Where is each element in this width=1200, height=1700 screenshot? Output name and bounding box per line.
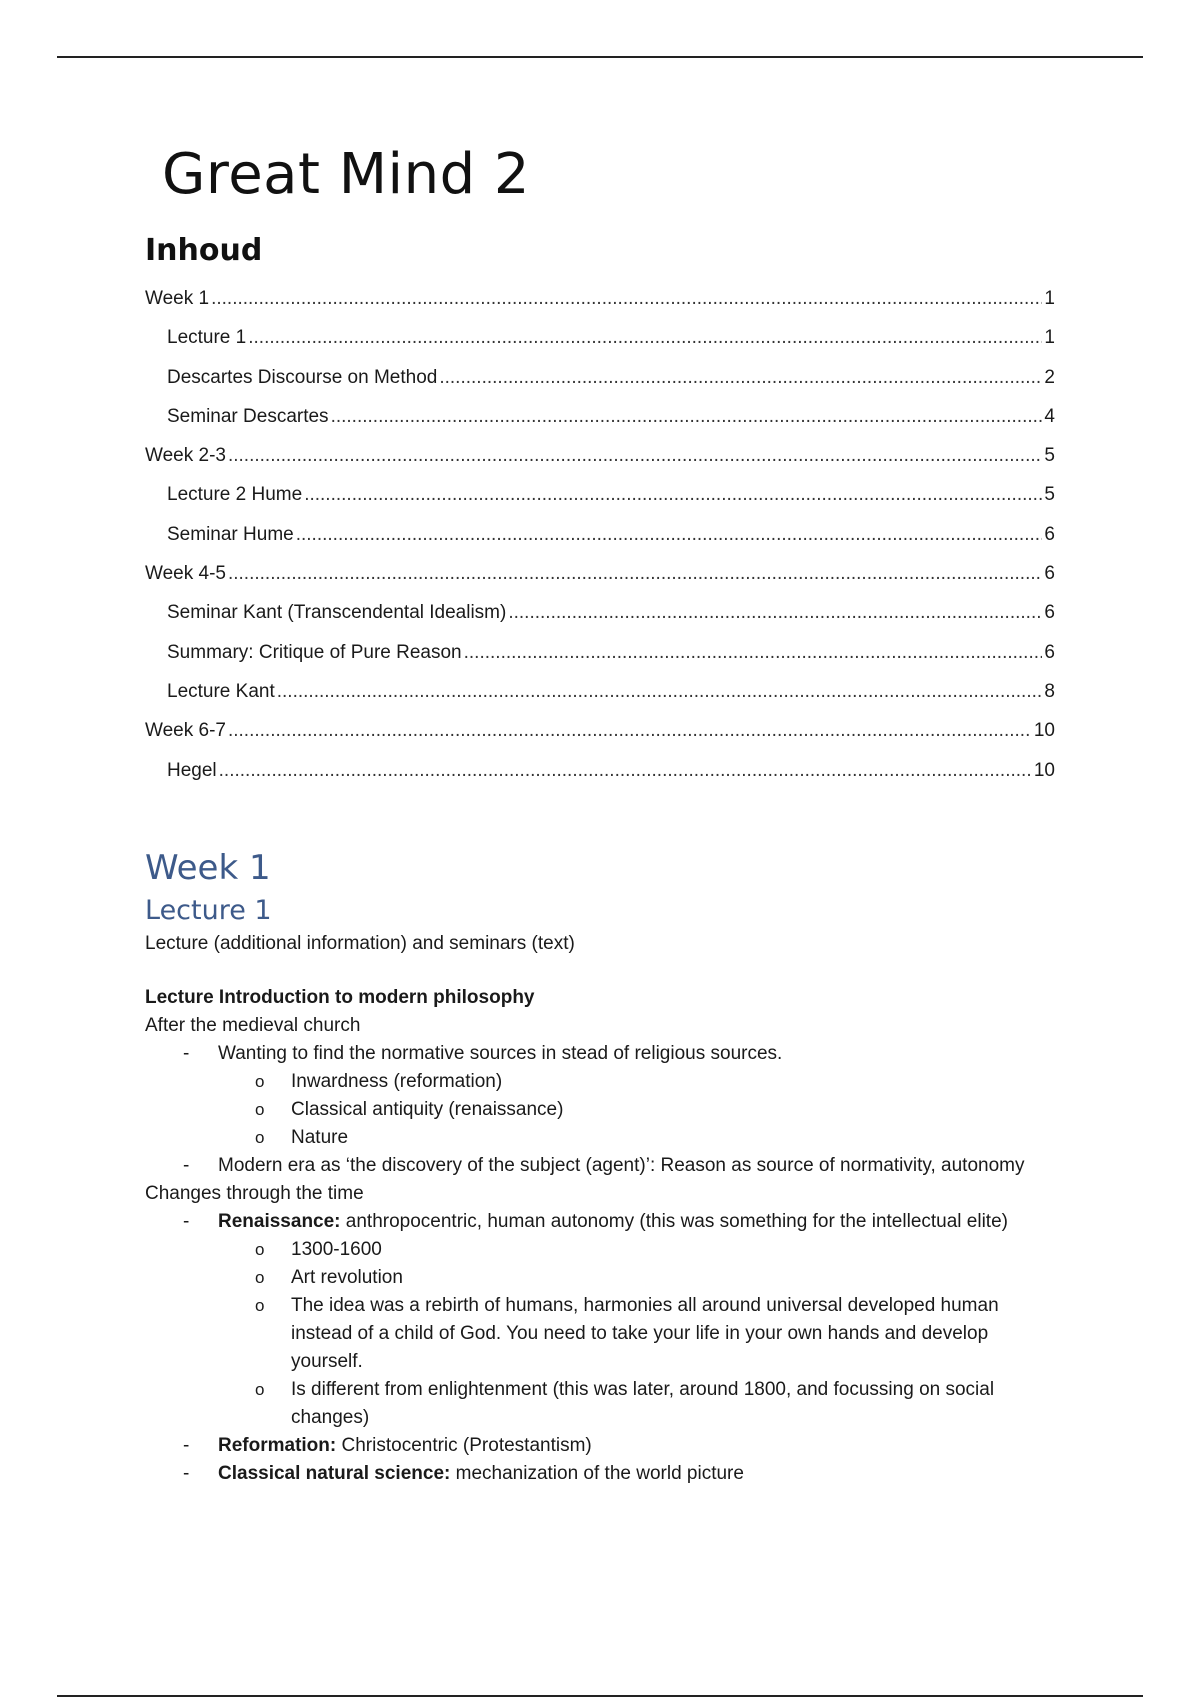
toc-entry[interactable] bbox=[145, 524, 1055, 563]
toc-leader-dots bbox=[277, 681, 1043, 703]
sub-list bbox=[218, 1068, 1065, 1152]
toc-entry-title: Lecture 1 bbox=[167, 327, 247, 349]
block1-title: After the medieval church bbox=[145, 1015, 361, 1036]
sub-list-item: o Inwardness (reformation) bbox=[145, 1068, 1065, 1096]
toc-leader-dots bbox=[228, 720, 1032, 742]
toc-leader-dots bbox=[248, 327, 1042, 349]
table-of-contents bbox=[145, 288, 1055, 799]
list-item-renaissance: - Renaissance: anthropocentric, human autonomy (this was something for the intellectual elite) o 1300-1600 o Art revolution o The idea was a rebirth of humans, harmonies all around universal developed human instead of a child of God. You need to take your life in your own hands and develop yourself. o Is different from enlightenment (this was later, around 1800, and focussing on social changes) bbox=[145, 1208, 1065, 1432]
toc-leader-dots bbox=[508, 602, 1042, 624]
toc-entry-title: Lecture 2 Hume bbox=[167, 484, 303, 506]
block2-title: Changes through the time bbox=[145, 1183, 364, 1204]
section-body bbox=[145, 930, 1065, 1488]
toc-entry[interactable] bbox=[145, 602, 1055, 641]
toc-entry[interactable] bbox=[145, 484, 1055, 523]
toc-entry-title: Seminar Descartes bbox=[167, 405, 329, 427]
sub-list-item: o Is different from enlightenment (this was later, around 1800, and focussing on social changes) bbox=[145, 1376, 1065, 1432]
toc-entry-page: 1 bbox=[1044, 327, 1055, 349]
sub-list bbox=[218, 1236, 1065, 1432]
toc-entry-title: Week 6-7 bbox=[145, 720, 226, 742]
toc-entry-page: 5 bbox=[1044, 445, 1055, 467]
subheading-lecture-1: Lecture 1 bbox=[145, 895, 272, 926]
toc-entry-page: 6 bbox=[1044, 563, 1055, 585]
toc-entry[interactable] bbox=[145, 406, 1055, 445]
toc-entry-title: Lecture Kant bbox=[167, 680, 275, 702]
toc-entry[interactable] bbox=[145, 563, 1055, 602]
toc-leader-dots bbox=[464, 642, 1043, 664]
toc-entry-title: Week 4-5 bbox=[145, 563, 226, 585]
toc-entry[interactable] bbox=[145, 720, 1055, 759]
toc-entry[interactable] bbox=[145, 681, 1055, 720]
toc-leader-dots bbox=[331, 406, 1043, 428]
toc-entry-page: 2 bbox=[1044, 366, 1055, 388]
intro-text: Lecture (additional information) and seminars (text) bbox=[145, 933, 575, 954]
sub-list-item: o The idea was a rebirth of humans, harmonies all around universal developed human instead of a child of God. You need to take your life in your own hands and develop yourself. bbox=[145, 1292, 1065, 1376]
list-item-reformation: - Reformation: Christocentric (Protestantism) bbox=[145, 1432, 1065, 1460]
toc-entry-page: 6 bbox=[1044, 523, 1055, 545]
toc-entry-page: 1 bbox=[1044, 288, 1055, 309]
toc-entry-title: Summary: Critique of Pure Reason bbox=[167, 641, 462, 663]
toc-leader-dots bbox=[219, 760, 1032, 782]
toc-entry-title: Seminar Hume bbox=[167, 523, 294, 545]
toc-leader-dots bbox=[304, 484, 1042, 506]
toc-entry-title: Week 2-3 bbox=[145, 445, 226, 467]
toc-entry[interactable] bbox=[145, 327, 1055, 366]
toc-entry-title: Seminar Kant (Transcendental Idealism) bbox=[167, 602, 507, 624]
block1-list bbox=[145, 1040, 1065, 1180]
header-rule bbox=[57, 56, 1143, 58]
toc-entry[interactable] bbox=[145, 642, 1055, 681]
toc-leader-dots bbox=[228, 445, 1042, 467]
toc-entry[interactable] bbox=[145, 445, 1055, 484]
toc-entry-page: 6 bbox=[1044, 602, 1055, 624]
block2-list bbox=[145, 1208, 1065, 1488]
toc-entry-page: 5 bbox=[1044, 484, 1055, 506]
section-heading-week-1: Week 1 bbox=[145, 848, 271, 888]
lecture-title: Lecture Introduction to modern philosophy bbox=[145, 987, 535, 1008]
toc-entry-page: 10 bbox=[1033, 759, 1055, 781]
toc-leader-dots bbox=[296, 524, 1043, 546]
toc-entry[interactable] bbox=[145, 367, 1055, 406]
sub-list-item: o Nature bbox=[145, 1124, 1065, 1152]
toc-entry-title: Hegel bbox=[167, 759, 217, 781]
toc-entry[interactable] bbox=[145, 288, 1055, 327]
footer-rule bbox=[57, 1695, 1143, 1697]
toc-entry-page: 4 bbox=[1044, 405, 1055, 427]
toc-entry-page: 10 bbox=[1033, 720, 1055, 742]
document-title: Great Mind 2 bbox=[162, 142, 531, 207]
sub-list-item: o 1300-1600 bbox=[145, 1236, 1065, 1264]
toc-heading: Inhoud bbox=[145, 233, 263, 268]
toc-entry-title: Week 1 bbox=[145, 288, 210, 309]
toc-entry[interactable] bbox=[145, 760, 1055, 799]
list-item: - Wanting to find the normative sources in stead of religious sources. o Inwardness (reformation) o Classical antiquity (renaissance) o Nature bbox=[145, 1040, 1065, 1152]
toc-leader-dots bbox=[228, 563, 1042, 585]
toc-entry-title: Descartes Discourse on Method bbox=[167, 366, 438, 388]
toc-entry-page: 8 bbox=[1044, 680, 1055, 702]
toc-leader-dots bbox=[211, 288, 1042, 310]
list-item-natural-science: - Classical natural science: mechanization of the world picture bbox=[145, 1460, 1065, 1488]
sub-list-item: o Classical antiquity (renaissance) bbox=[145, 1096, 1065, 1124]
toc-leader-dots bbox=[439, 367, 1042, 389]
list-item: - Modern era as ‘the discovery of the subject (agent)’: Reason as source of normativity, autonomy bbox=[145, 1152, 1065, 1180]
sub-list-item: o Art revolution bbox=[145, 1264, 1065, 1292]
toc-entry-page: 6 bbox=[1044, 641, 1055, 663]
